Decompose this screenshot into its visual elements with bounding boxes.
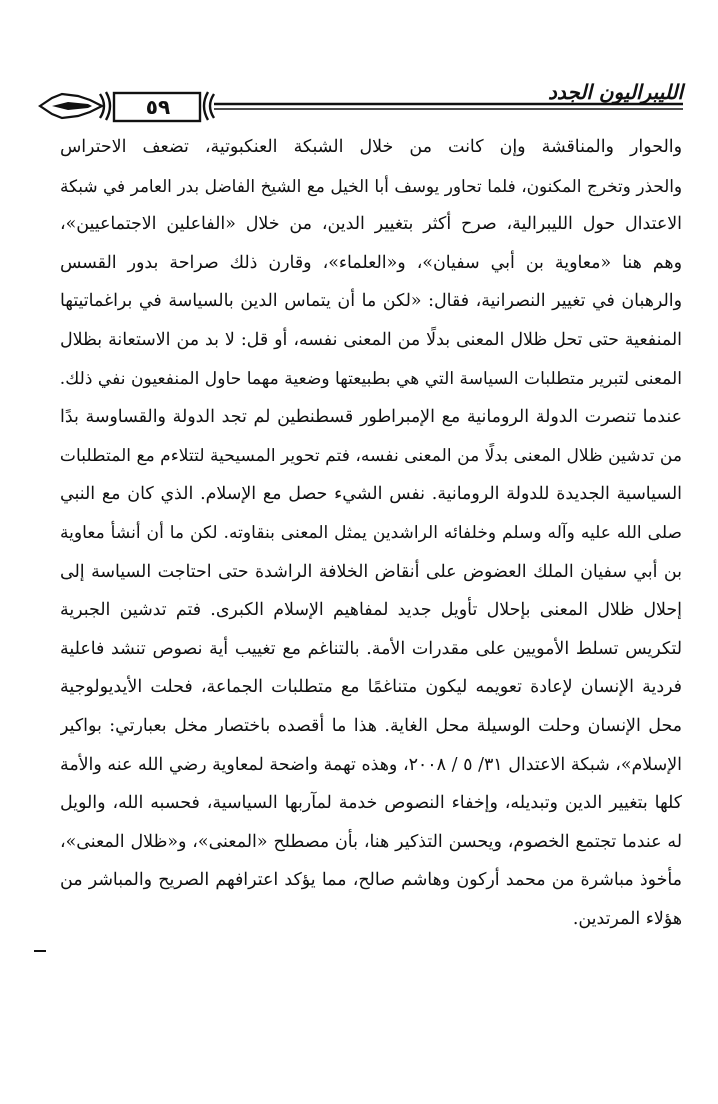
end-mark [34, 950, 46, 952]
book-title: الليبراليون الجدد [547, 80, 683, 104]
text-line: والحذر وتخرج المكنون، فلما تحاور يوسف أبا الخيل مع الشيخ الفاضل بدر العامر في شبكة [60, 175, 682, 196]
text-line: السياسية الجديدة للدولة الرومانية. نفس الشيء حصل مع الإسلام. الذي كان مع النبي [60, 484, 682, 505]
text-line: له عندما تجتمع الخصوم، ويحسن التذكير هنا، بأن مصطلح «المعنى»، و«ظلال المعنى»، [60, 831, 682, 852]
text-line: عندما تنصرت الدولة الرومانية مع الإمبراطور قسطنطين لم تجد الدولة والقساوسة بدًا [60, 407, 682, 428]
text-line: مأخوذ مباشرة من محمد أركون وهاشم صالح، مما يؤكد اعترافهم الصريح والمباشر من [60, 870, 682, 891]
text-line: الاعتدال حول الليبرالية، صرح أكثر بتغيير الدين، من خلال «الفاعلين الاجتماعيين»، [60, 214, 682, 235]
text-line: المعنى لتبرير متطلبات السياسة التي هي بطبيعتها وضعية مهما حاول المنفعيون نفي ذلك. [60, 368, 682, 389]
text-line: بن أبي سفيان الملك العضوض على أنقاض الخلافة الراشدة حتى احتاجت السياسة إلى [60, 561, 682, 582]
page-body [60, 128, 682, 938]
text-line: هؤلاء المرتدين. [572, 908, 682, 929]
text-line: محل الإنسان وحلت الوسيلة محل الغاية. هذا ما أقصده باختصار مخل بعبارتي: بواكير [60, 715, 682, 736]
text-line: فردية الإنسان لإعادة تعويمه ليكون متناغمًا مع متطلبات الجماعة، فحلت الأيديولوجية [60, 677, 682, 698]
text-line: والرهبان في تغيير النصرانية، فقال: «لكن ما أن يتماس الدين بالسياسة في براغماتيتها [60, 291, 682, 312]
text-line: المنفعية حتى تحل ظلال المعنى بدلًا من المعنى نفسه، أو قل: لا بد من الاستعانة بظلال [60, 329, 682, 350]
text-line: وهم هنا «معاوية بن أبي سفيان»، و«العلماء»، وقارن ذلك صراحة بدور القسس [60, 252, 682, 273]
text-line: الإسلام»، شبكة الاعتدال ٣١/ ٥ / ٢٠٠٨، وهذه تهمة واضحة لمعاوية رضي الله عنه والأمة [60, 754, 682, 775]
text-line: إحلال ظلال المعنى بإحلال تأويل جديد لمفاهيم الإسلام الكبرى. فتم تدشين الجبرية [60, 600, 682, 621]
text-line: كلها بتغيير الدين وتبديله، وإخفاء النصوص خدمة لمآربها السياسية، فحسبه الله، والويل [60, 793, 682, 814]
page-number: ٥٩ [145, 95, 171, 119]
text-line: لتكريس تسلط الأمويين على مقدرات الأمة. بالتناغم مع تغييب أية نصوص تنشد فاعلية [60, 638, 682, 659]
text-line: صلى الله عليه وآله وسلم وخلفائه الراشدين يمثل المعنى بنقاوته. لكن ما أن أنشأ معاوية [60, 522, 682, 543]
text-line: والحوار والمناقشة وإن كانت من خلال الشبكة العنكبوتية، تضعف الاحتراس [60, 137, 682, 157]
text-line: من تدشين ظلال المعنى بدلًا من المعنى نفسه، فتم تحوير المسيحية لتتلاءم مع المتطلبات [60, 445, 682, 466]
page-header [38, 80, 683, 132]
